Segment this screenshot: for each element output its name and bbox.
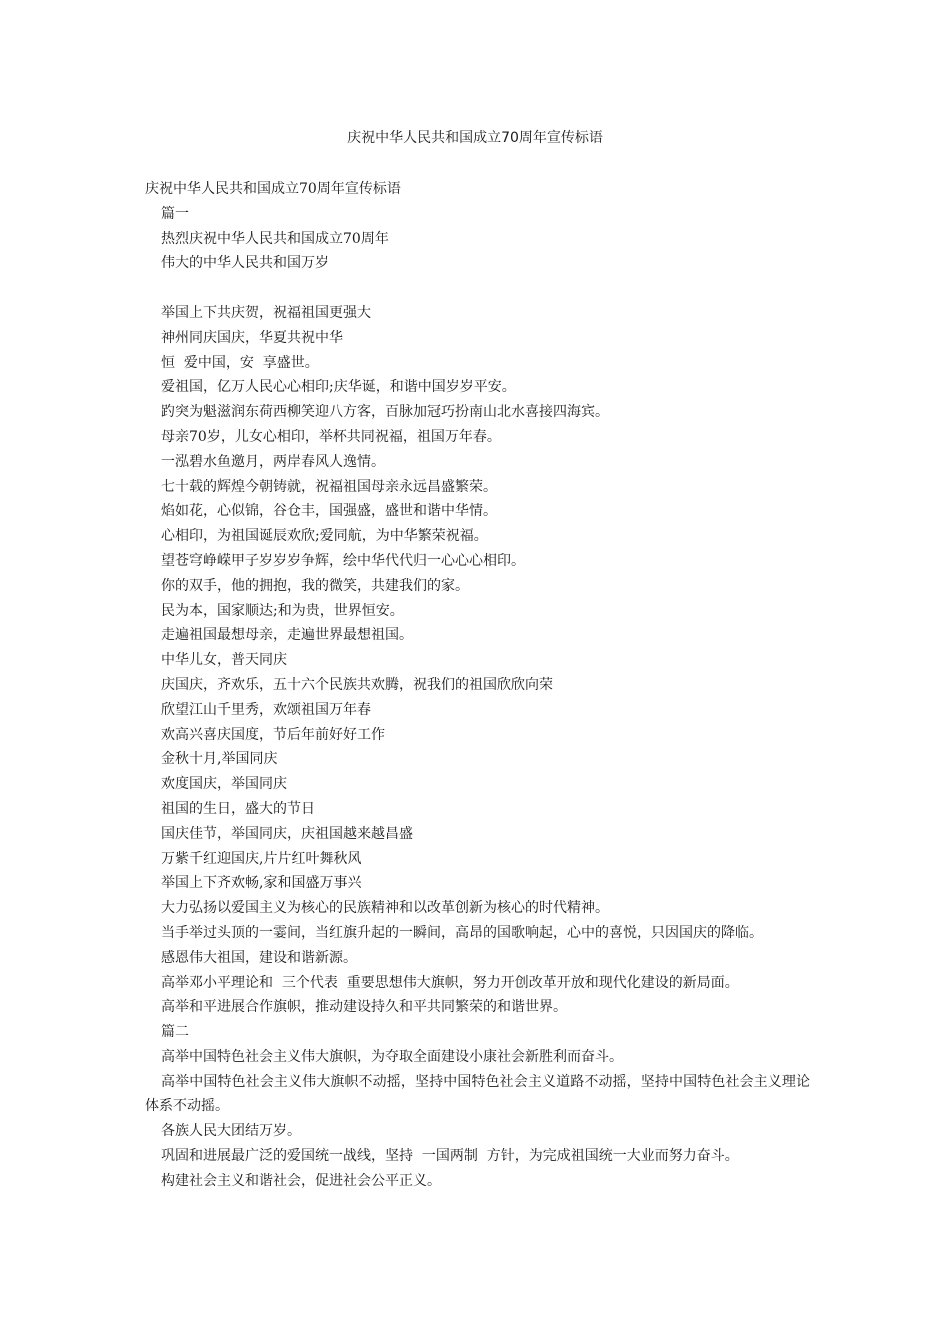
text-line: 走遍祖国最想母亲，走遍世界最想祖国。 (161, 627, 413, 644)
wrapped-paragraph: 高举中国特色社会主义伟大旗帜不动摇，坚持中国特色社会主义道路不动摇，坚持中国特色社会主义理论体系不动摇。 (145, 1073, 810, 1115)
text-line: 欢度国庆，举国同庆 (161, 776, 287, 793)
text-line: 篇一 (161, 205, 189, 222)
text-line: 各族人民大团结万岁。 (161, 1123, 301, 1140)
text-line: 欢高兴喜庆国度，节后年前好好工作 (161, 726, 385, 743)
text-line: 母亲70岁，儿女心相印，举杯共同祝福，祖国万年春。 (161, 428, 501, 445)
text-line: 中华儿女，普天同庆 (161, 652, 287, 669)
text-line: 高举邓小平理论和 三个代表 重要思想伟大旗帜，努力开创改革开放和现代化建设的新局面。 (161, 974, 739, 991)
text-line: 举国上下共庆贺，祝福祖国更强大 (161, 304, 371, 321)
text-line: 巩固和进展最广泛的爱国统一战线，坚持 一国两制 方针，为完成祖国统一大业而努力奋斗。 (161, 1148, 739, 1165)
text-line: 心相印，为祖国诞辰欢欣;爱同航，为中华繁荣祝福。 (161, 528, 488, 545)
text-line: 国庆佳节，举国同庆，庆祖国越来越昌盛 (161, 825, 413, 842)
text-line: 欣望江山千里秀，欢颂祖国万年春 (161, 701, 371, 718)
text-line: 趵突为魁滋润东荷西柳笑迎八方客，百脉加冠巧扮南山北水喜接四海宾。 (161, 404, 609, 421)
text-line: 大力弘扬以爱国主义为核心的民族精神和以改革创新为核心的时代精神。 (161, 900, 609, 917)
text-line: 祖国的生日，盛大的节日 (161, 800, 315, 817)
document-heading: 庆祝中华人民共和国成立70周年宣传标语 (145, 181, 401, 197)
text-line: 民为本，国家顺达;和为贵，世界恒安。 (161, 602, 404, 619)
text-line: 神州同庆国庆，华夏共祝中华 (161, 329, 343, 346)
text-line: 构建社会主义和谐社会，促进社会公平正义。 (161, 1172, 441, 1189)
text-line: 庆国庆，齐欢乐，五十六个民族共欢腾，祝我们的祖国欣欣向荣 (161, 676, 553, 693)
text-line: 万紫千红迎国庆,片片红叶舞秋风 (161, 850, 362, 867)
text-line: 高举中国特色社会主义伟大旗帜，为夺取全面建设小康社会新胜利而奋斗。 (161, 1048, 623, 1065)
blank-line (145, 276, 810, 301)
text-line: 你的双手，他的拥抱，我的微笑，共建我们的家。 (161, 577, 469, 594)
page-header-title: 庆祝中华人民共和国成立70周年宣传标语 (347, 130, 603, 146)
text-line: 爱祖国，亿万人民心心相印;庆华诞，和谐中国岁岁平安。 (161, 379, 516, 396)
text-line: 望苍穹峥嵘甲子岁岁岁争辉，绘中华代代归一心心心相印。 (161, 552, 525, 569)
text-line: 金秋十月,举国同庆 (161, 751, 278, 768)
text-line: 热烈庆祝中华人民共和国成立70周年 (161, 230, 389, 247)
document-body (145, 177, 810, 1194)
text-line: 焰如花，心似锦，谷仓丰，国强盛，盛世和谐中华情。 (161, 503, 497, 520)
section-label: 篇二 (161, 1024, 189, 1041)
text-line: 一泓碧水鱼邀月，两岸春风人逸情。 (161, 453, 385, 470)
text-line: 伟大的中华人民共和国万岁 (161, 255, 329, 272)
text-line: 举国上下齐欢畅,家和国盛万事兴 (161, 875, 362, 892)
wrapped-paragraph: 当手举过头顶的一霎间，当红旗升起的一瞬间，高昂的国歌响起，心中的喜悦，只因国庆的降临。 (161, 924, 763, 941)
text-line: 高举和平进展合作旗帜，推动建设持久和平共同繁荣的和谐世界。 (161, 999, 567, 1016)
text-line: 感恩伟大祖国，建设和谐新源。 (161, 949, 357, 966)
text-line: 七十载的辉煌今朝铸就，祝福祖国母亲永远昌盛繁荣。 (161, 478, 497, 495)
text-line: 恒 爱中国，安 享盛世。 (161, 354, 319, 371)
